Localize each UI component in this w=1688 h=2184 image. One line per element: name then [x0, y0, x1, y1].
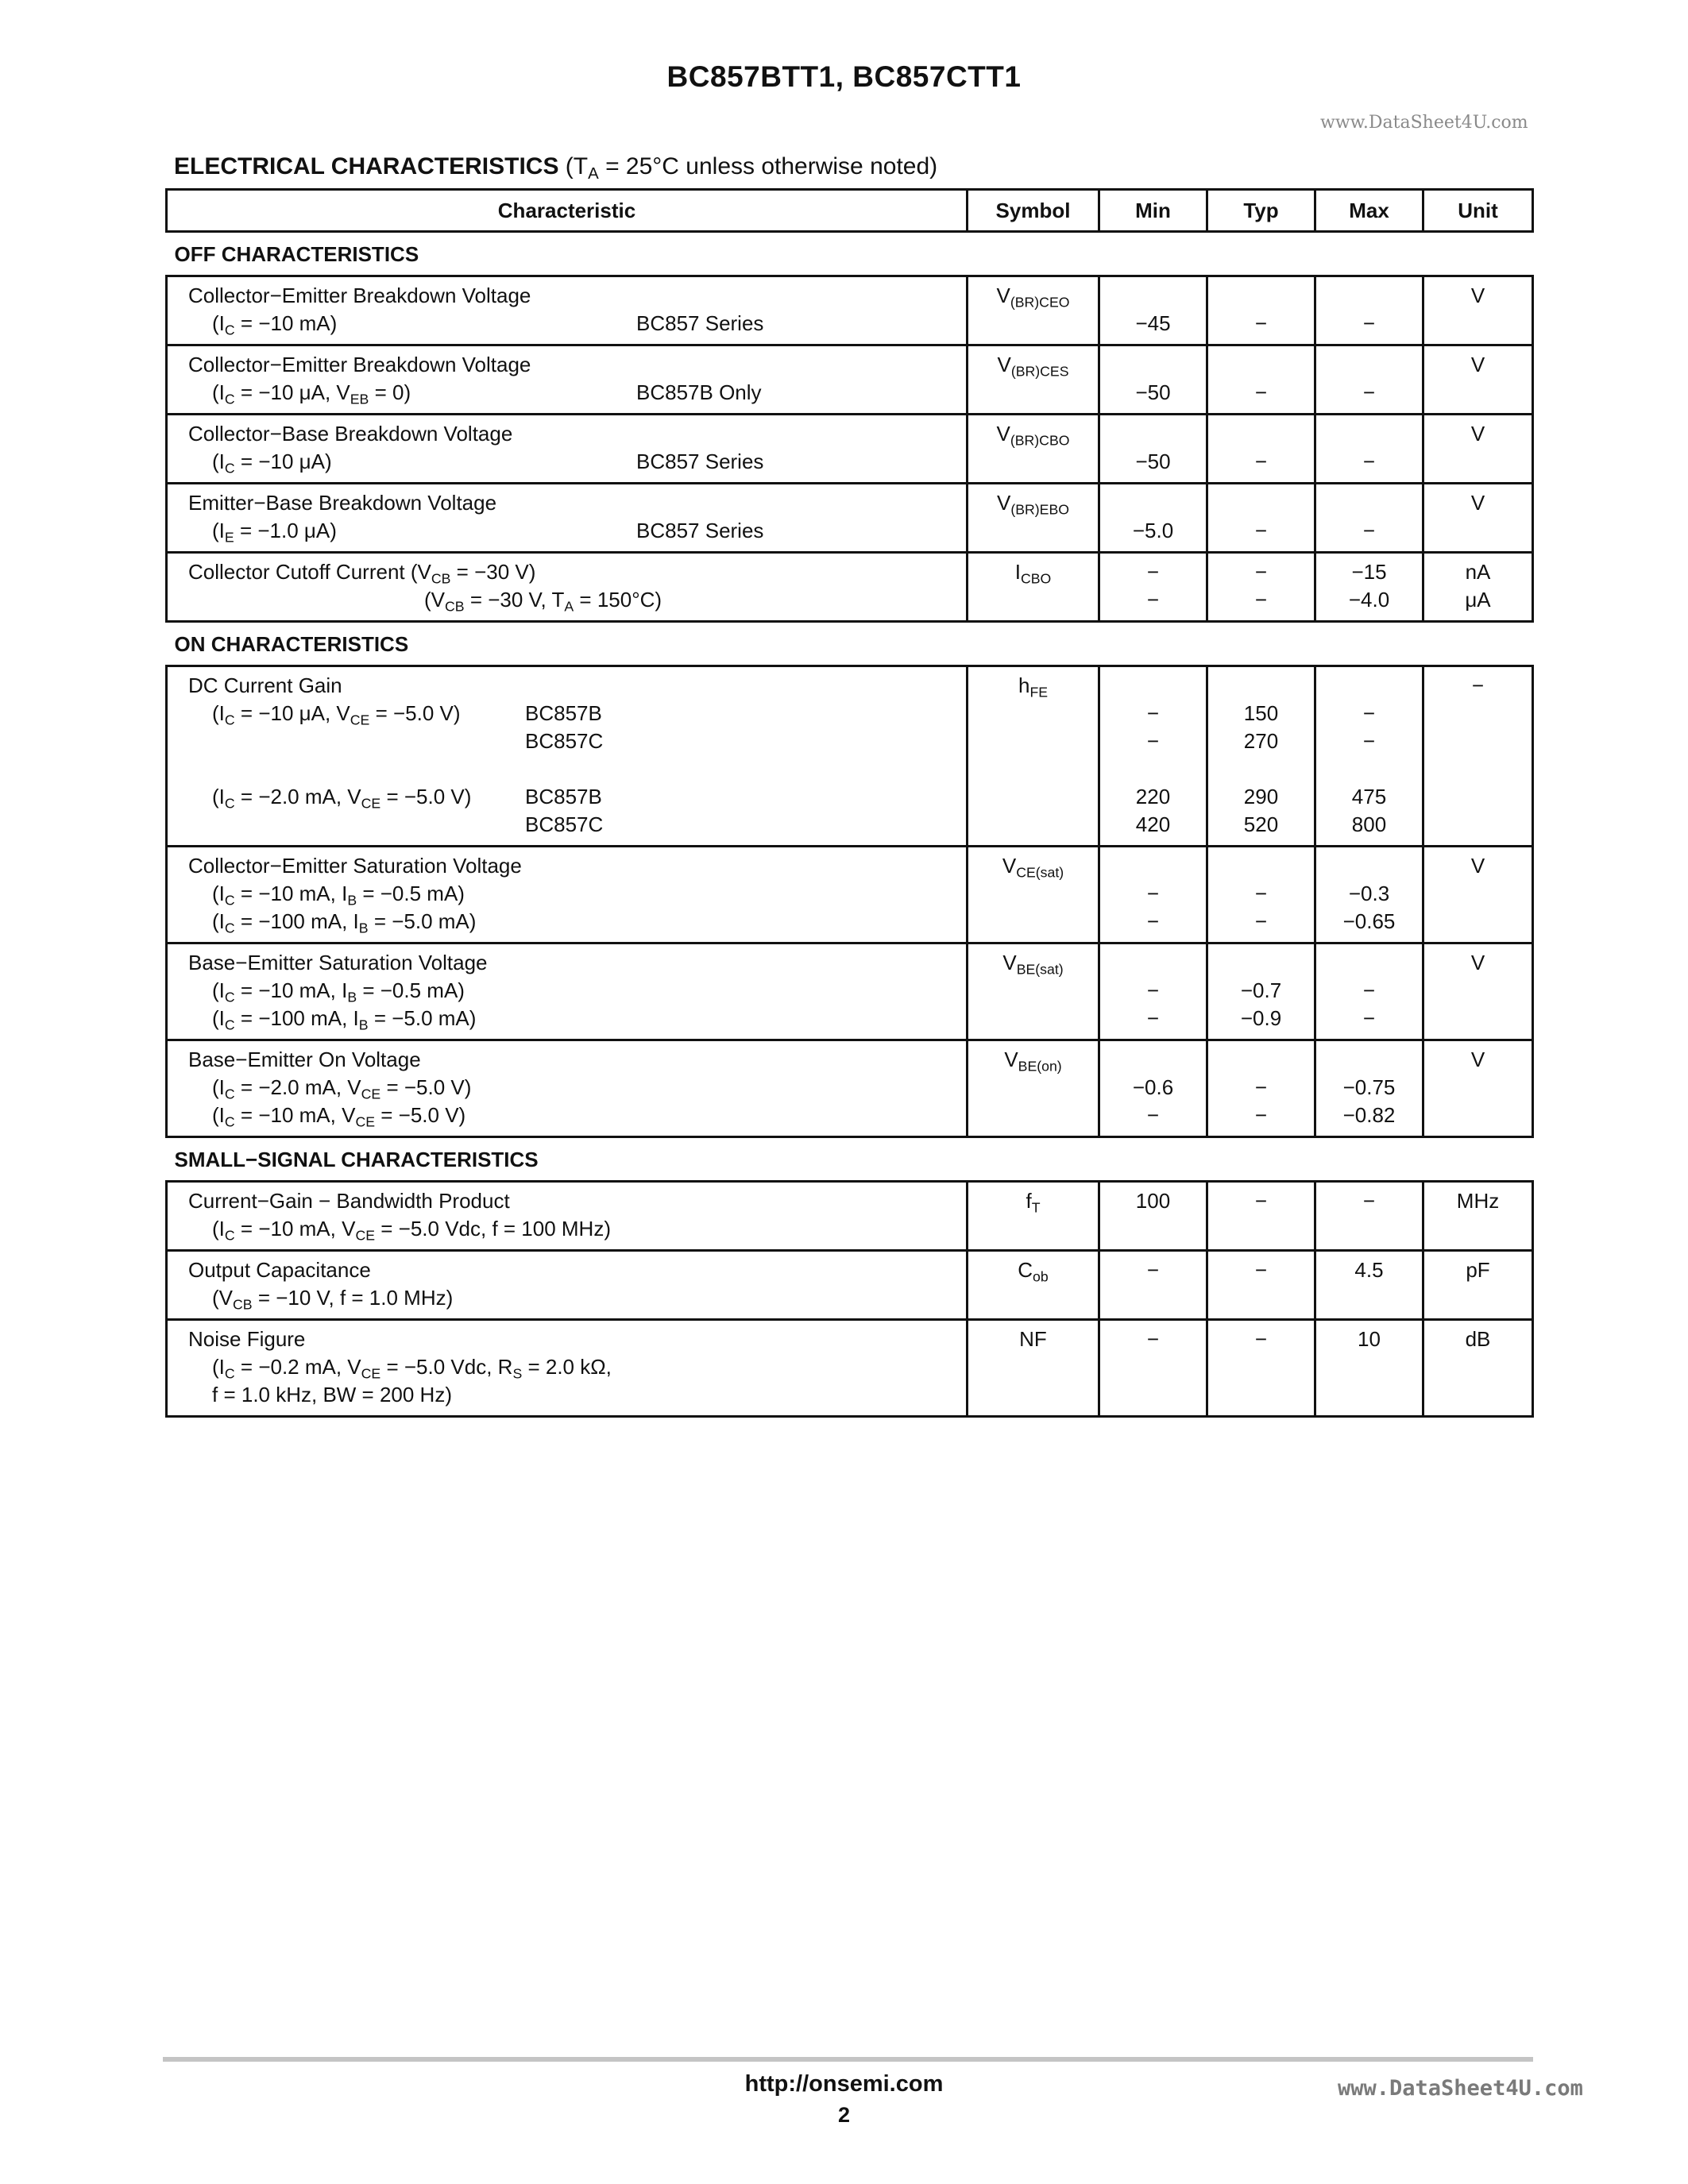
symbol-cell: $V_{BE(on)}$	[968, 1040, 1099, 1137]
unit-cell: V	[1423, 276, 1533, 345]
unit-cell: nA μA	[1423, 553, 1533, 622]
characteristic-cell: Collector Cutoff Current ($V_{CB} = -30$ V) ($V_{CB} = -30$ V, $T_A = 150^\circ C$)	[167, 553, 968, 622]
unit-cell: V	[1423, 943, 1533, 1040]
col-symbol: Symbol	[968, 190, 1099, 232]
max-cell: −0.75 −0.82	[1315, 1040, 1423, 1137]
max-cell: 4.5	[1315, 1251, 1423, 1320]
table-row	[167, 1251, 1533, 1320]
unit-cell: V	[1423, 847, 1533, 943]
characteristic-cell: Collector−Emitter Breakdown Voltage ($I_C = -10$ μA, $V_{EB} = 0$) BC857B Only	[167, 345, 968, 415]
typ-cell: −	[1207, 484, 1315, 553]
max-cell: −0.3 −0.65	[1315, 847, 1423, 943]
footer-divider	[163, 2057, 1533, 2062]
unit-cell: V	[1423, 1040, 1533, 1137]
table-row	[167, 276, 1533, 345]
min-cell: − −	[1099, 553, 1207, 622]
footer-url-link[interactable]: http://onsemi.com	[744, 2071, 944, 2097]
characteristic-cell: Base−Emitter On Voltage ($I_C = -2.0$ mA, $V_{CE} = -5.0$ V) ($I_C = -10$ mA, $V_{CE} = -5.0$ V)	[167, 1040, 968, 1137]
table-row	[167, 943, 1533, 1040]
symbol-cell: $V_{(BR)CEO}$	[968, 276, 1099, 345]
unit-cell: pF	[1423, 1251, 1533, 1320]
table-row	[167, 484, 1533, 553]
symbol-cell: $V_{(BR)EBO}$	[968, 484, 1099, 553]
min-cell: −45	[1099, 276, 1207, 345]
unit-cell: −	[1423, 666, 1533, 847]
typ-cell: − −	[1207, 847, 1315, 943]
table-row	[167, 345, 1533, 415]
typ-cell: −	[1207, 276, 1315, 345]
typ-cell: 150 270 290 520	[1207, 666, 1315, 847]
typ-cell: − −	[1207, 553, 1315, 622]
group-row	[167, 1137, 1533, 1182]
col-max: Max	[1315, 190, 1423, 232]
col-unit: Unit	[1423, 190, 1533, 232]
symbol-cell: $V_{CE(sat)}$	[968, 847, 1099, 943]
symbol-cell: $C_{ob}$	[968, 1251, 1099, 1320]
unit-cell: MHz	[1423, 1182, 1533, 1251]
characteristic-cell: Current−Gain − Bandwidth Product ($I_C = -10$ mA, $V_{CE} = -5.0$ Vdc, f = 100 MHz)	[167, 1182, 968, 1251]
characteristic-cell: Output Capacitance ($V_{CB} = -10$ V, f = 1.0 MHz)	[167, 1251, 968, 1320]
section-note: ($T_A = 25^\circ C$ unless otherwise noted)	[565, 153, 938, 183]
min-cell: − − 220 420	[1099, 666, 1207, 847]
col-characteristic: Characteristic	[167, 190, 968, 232]
group-on: ON CHARACTERISTICS	[167, 622, 1533, 666]
table-header-row	[167, 190, 1533, 232]
table-row	[167, 1040, 1533, 1137]
group-small-signal: SMALL−SIGNAL CHARACTERISTICS	[167, 1137, 1533, 1182]
document-title: BC857BTT1, BC857CTT1	[666, 60, 1022, 93]
section-title	[174, 153, 938, 183]
min-cell: −50	[1099, 345, 1207, 415]
max-cell: −15 −4.0	[1315, 553, 1423, 622]
typ-cell: − −	[1207, 1040, 1315, 1137]
table-row	[167, 1182, 1533, 1251]
min-cell: −	[1099, 1251, 1207, 1320]
col-min: Min	[1099, 190, 1207, 232]
min-cell: −5.0	[1099, 484, 1207, 553]
group-row	[167, 232, 1533, 276]
section-heading: ELECTRICAL CHARACTERISTICS	[174, 153, 559, 179]
table-row	[167, 847, 1533, 943]
min-cell: 100	[1099, 1182, 1207, 1251]
characteristic-cell: Collector−Base Breakdown Voltage ($I_C = -10$ μA) BC857 Series	[167, 415, 968, 484]
watermark-top: www.DataSheet4U.com	[1320, 113, 1528, 133]
max-cell: − −	[1315, 943, 1423, 1040]
table-row	[167, 1320, 1533, 1417]
symbol-cell: $I_{CBO}$	[968, 553, 1099, 622]
characteristic-cell: Collector−Emitter Saturation Voltage ($I_C = -10$ mA, $I_B = -0.5$ mA) ($I_C = -100$ mA, $I_B = -5.0$ mA)	[167, 847, 968, 943]
characteristic-cell: DC Current Gain ($I_C = -10$ μA, $V_{CE} = -5.0$ V) BC857B BC857C ($I_C = -2.0$ mA, $V_{CE} = -5.0$ V) BC857B BC857C	[167, 666, 968, 847]
characteristic-cell: Emitter−Base Breakdown Voltage ($I_E = -1.0$ μA) BC857 Series	[167, 484, 968, 553]
min-cell: −0.6 −	[1099, 1040, 1207, 1137]
typ-cell: −	[1207, 415, 1315, 484]
min-cell: −	[1099, 1320, 1207, 1417]
typ-cell: −	[1207, 1182, 1315, 1251]
unit-cell: dB	[1423, 1320, 1533, 1417]
table-row	[167, 553, 1533, 622]
max-cell: −	[1315, 484, 1423, 553]
max-cell: −	[1315, 345, 1423, 415]
table-row	[167, 666, 1533, 847]
min-cell: − −	[1099, 847, 1207, 943]
symbol-cell: $V_{BE(sat)}$	[968, 943, 1099, 1040]
table-row	[167, 415, 1533, 484]
typ-cell: −	[1207, 345, 1315, 415]
characteristic-cell: Collector−Emitter Breakdown Voltage ($I_C = -10$ mA) BC857 Series	[167, 276, 968, 345]
typ-cell: −0.7 −0.9	[1207, 943, 1315, 1040]
symbol-cell: $V_{(BR)CES}$	[968, 345, 1099, 415]
max-cell: − − 475 800	[1315, 666, 1423, 847]
max-cell: −	[1315, 1182, 1423, 1251]
max-cell: −	[1315, 276, 1423, 345]
electrical-characteristics-table	[165, 188, 1534, 1418]
group-off: OFF CHARACTERISTICS	[167, 232, 1533, 276]
characteristic-cell: Base−Emitter Saturation Voltage ($I_C = -10$ mA, $I_B = -0.5$ mA) ($I_C = -100$ mA, $I_B = -5.0$ mA)	[167, 943, 968, 1040]
typ-cell: −	[1207, 1320, 1315, 1417]
symbol-cell: $f_T$	[968, 1182, 1099, 1251]
unit-cell: V	[1423, 345, 1533, 415]
group-row	[167, 622, 1533, 666]
page-number: 2	[837, 2103, 851, 2127]
characteristic-cell: Noise Figure ($I_C = -0.2$ mA, $V_{CE} = -5.0$ Vdc, $R_S = 2.0$ kΩ, f = 1.0 kHz, BW = 200 Hz)	[167, 1320, 968, 1417]
min-cell: − −	[1099, 943, 1207, 1040]
max-cell: −	[1315, 415, 1423, 484]
watermark-bottom: www.DataSheet4U.com	[1338, 2076, 1583, 2101]
unit-cell: V	[1423, 484, 1533, 553]
symbol-cell: $V_{(BR)CBO}$	[968, 415, 1099, 484]
col-typ: Typ	[1207, 190, 1315, 232]
typ-cell: −	[1207, 1251, 1315, 1320]
unit-cell: V	[1423, 415, 1533, 484]
min-cell: −50	[1099, 415, 1207, 484]
symbol-cell: NF	[968, 1320, 1099, 1417]
max-cell: 10	[1315, 1320, 1423, 1417]
symbol-cell: $h_{FE}$	[968, 666, 1099, 847]
